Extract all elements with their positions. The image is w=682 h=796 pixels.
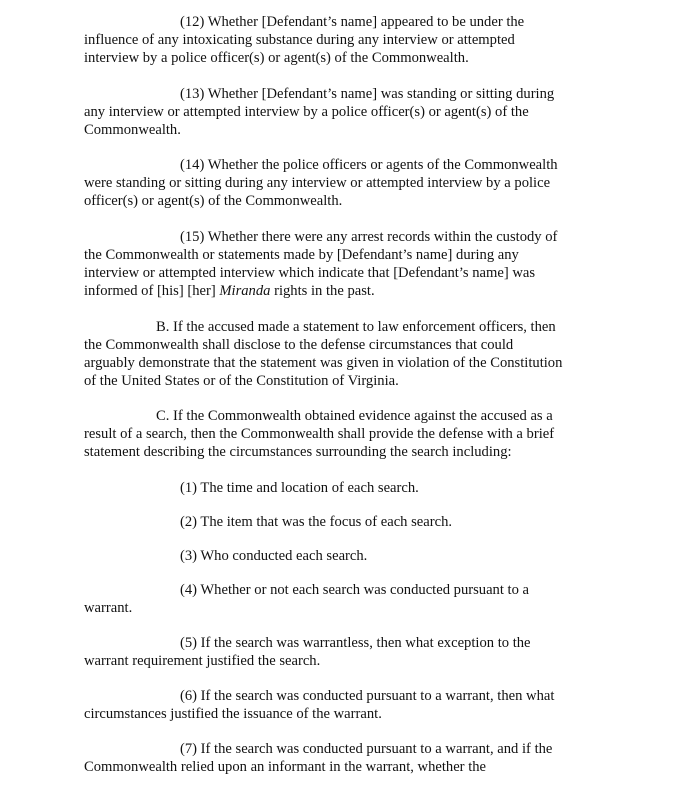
paragraph-c-3 — [84, 548, 614, 566]
paragraph-item-14 — [84, 157, 614, 211]
text-line: (5) If the search was warrantless, then what exception to the — [180, 635, 531, 651]
text-line: (6) If the search was conducted pursuant to a warrant, then what — [180, 688, 555, 704]
paragraph-item-12 — [84, 14, 614, 68]
text-line: (1) The time and location of each search. — [180, 480, 419, 496]
text-line: (7) If the search was conducted pursuant to a warrant, and if the — [180, 741, 553, 757]
text-segment: informed of [his] [her] — [84, 282, 220, 299]
paragraph-item-15 — [84, 229, 614, 301]
paragraph-c — [84, 408, 614, 462]
paragraph-c-7 — [84, 741, 614, 777]
miranda-italic: Miranda — [219, 282, 271, 299]
text-line — [84, 283, 614, 301]
paragraph-c-5 — [84, 635, 614, 671]
text-line: the Commonwealth shall disclose to the defense circumstances that could — [84, 336, 514, 353]
text-line: the Commonwealth or statements made by [Defendant’s name] during any — [84, 246, 519, 263]
text-line: (12) Whether [Defendant’s name] appeared to be under the — [180, 14, 525, 30]
text-line: warrant. — [84, 599, 133, 616]
text-line: arguably demonstrate that the statement was given in violation of the Constitution — [84, 354, 563, 371]
text-line: Commonwealth. — [84, 121, 181, 138]
paragraph-c-2 — [84, 514, 614, 532]
text-line: officer(s) or agent(s) of the Commonwealth. — [84, 192, 343, 209]
paragraph-b — [84, 319, 614, 391]
text-segment: rights in the past. — [270, 282, 375, 299]
text-line: influence of any intoxicating substance during any interview or attempted — [84, 31, 515, 48]
text-line: (15) Whether there were any arrest records within the custody of — [180, 229, 558, 245]
text-line: Commonwealth relied upon an informant in the warrant, whether the — [84, 758, 487, 775]
text-line: B. If the accused made a statement to law enforcement officers, then — [156, 319, 556, 335]
text-line: (13) Whether [Defendant’s name] was standing or sitting during — [180, 86, 555, 102]
paragraph-item-13 — [84, 86, 614, 140]
paragraph-c-4 — [84, 582, 614, 618]
text-line: result of a search, then the Commonwealth shall provide the defense with a brief — [84, 425, 555, 442]
text-line: of the United States or of the Constitution of Virginia. — [84, 372, 399, 389]
text-line: (14) Whether the police officers or agents of the Commonwealth — [180, 157, 558, 173]
text-line: (3) Who conducted each search. — [180, 548, 368, 564]
paragraph-c-6 — [84, 688, 614, 724]
text-line: (4) Whether or not each search was conducted pursuant to a — [180, 582, 530, 598]
text-line: any interview or attempted interview by a police officer(s) or agent(s) of the — [84, 103, 529, 120]
text-line: were standing or sitting during any interview or attempted interview by a police — [84, 174, 551, 191]
text-line: interview by a police officer(s) or agent(s) of the Commonwealth. — [84, 49, 469, 66]
paragraph-c-1 — [84, 480, 614, 498]
text-line: statement describing the circumstances surrounding the search including: — [84, 443, 512, 460]
text-line: C. If the Commonwealth obtained evidence against the accused as a — [156, 408, 553, 424]
text-line: warrant requirement justified the search. — [84, 652, 321, 669]
text-line: (2) The item that was the focus of each search. — [180, 514, 453, 530]
text-line: interview or attempted interview which indicate that [Defendant’s name] was — [84, 264, 536, 281]
text-line: circumstances justified the issuance of the warrant. — [84, 705, 382, 722]
